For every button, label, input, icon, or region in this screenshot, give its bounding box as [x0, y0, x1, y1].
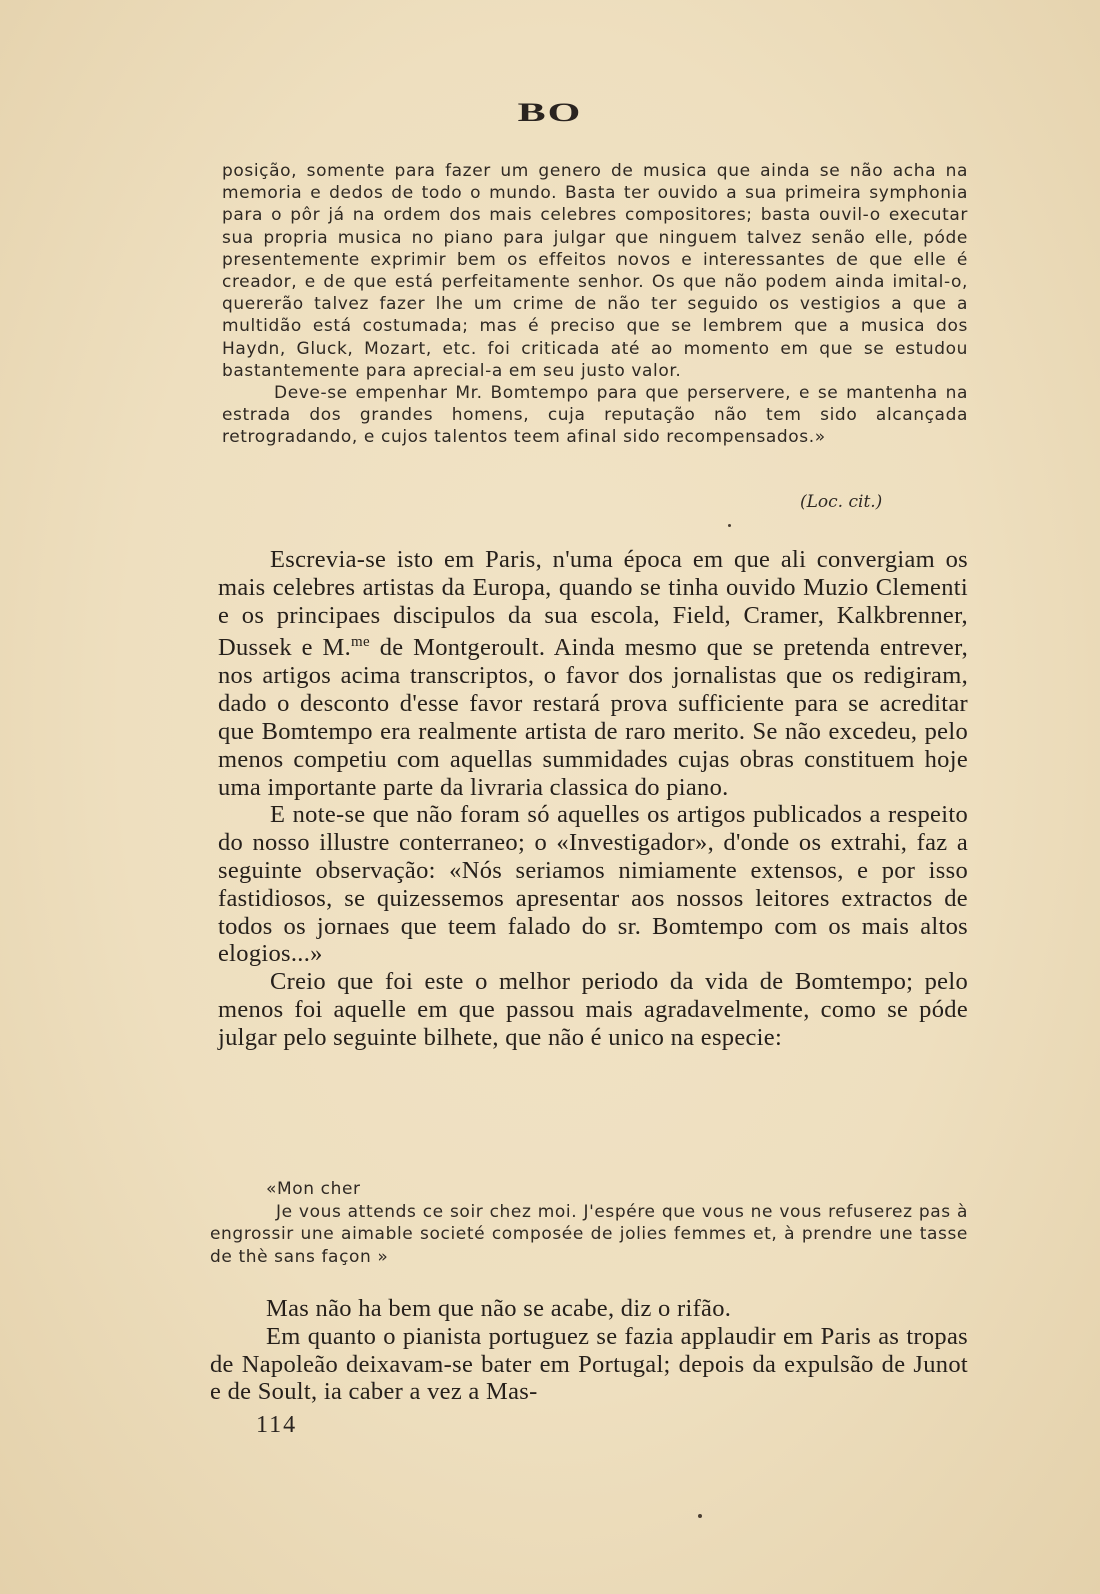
quoted-letter	[210, 1178, 968, 1268]
citation: (Loc. cit.)	[800, 492, 883, 512]
body-text: Escrevia-se isto em Paris, n'uma época em que ali convergiam os mais celebres artistas da Europa, quando se tinha ouvido Muzio Clementi e os principaes discipulos da sua escola, Field, Cramer, Kalkbrenner, Dussek e M.	[218, 546, 968, 662]
quote-paragraph: Deve-se empenhar Mr. Bomtempo para que perservere, e se mantenha na estrada dos grandes homens, cuja reputação não tem sido alcançada retrogradando, e cujos talentos teem afinal sido recompensados.»	[222, 383, 968, 448]
closing-text	[210, 1295, 968, 1406]
quoted-article	[222, 160, 968, 449]
body-paragraph: Mas não ha bem que não se acabe, diz o rifão.	[266, 1295, 732, 1322]
paper-speck	[728, 524, 731, 527]
letter-body: Je vous attends ce soir chez moi. J'espére que vous ne vous refuserez pas à engrossir une aimable societé composée de jolies femmes et, à prendre une tasse de thè sans façon »	[210, 1201, 968, 1267]
paper-speck	[698, 1514, 702, 1518]
page-number: 114	[256, 1412, 298, 1438]
body-paragraph	[218, 546, 968, 801]
body-paragraph: E note-se que não foram só aquelles os artigos publicados a respeito do nosso illustre conterraneo; o «Investigador», d'onde os extrahi, faz a seguinte observação: «Nós seriamos nimiamente extensos, e por isso fastidiosos, se quizessemos apresentar aos nossos leitores extractos de todos os jornaes que teem falado do sr. Bomtempo com os mais altos elogios...»	[218, 801, 968, 968]
body-paragraph: Em quanto o pianista portuguez se fazia applaudir em Paris as tropas de Napoleão deixavam-se bater em Portugal; depois da expulsão de Junot e de Soult, ia caber a vez a Mas-	[210, 1322, 968, 1406]
body-text: de Montgeroult. Ainda mesmo que se pretenda entrever, nos artigos acima transcriptos, o favor dos jornalistas que os redigiram, dado o desconto d'esse favor restará prova sufficiente para se acreditar que Bomtempo era realmente artista de raro merito. Se não excedeu, pelo menos competiu com aquellas summidades cujas obras constituem hoje uma importante parte da livraria classica do piano.	[218, 634, 968, 801]
main-text	[218, 546, 968, 1052]
letter-salutation: «Mon cher	[266, 1179, 361, 1199]
quote-paragraph: posição, somente para fazer um genero de musica que ainda se não acha na memoria e dedos de todo o mundo. Basta ter ouvido a sua primeira symphonia para o pôr já na ordem dos mais celebres compositores; basta ouvil-o executar sua propria musica no piano para julgar que ninguem talvez senão elle, póde presentemente exprimir bem os effeitos novos e interessantes de que elle é creador, e de que está perfeitamente senhor. Os que não podem ainda imital-o, quererão talvez fazer lhe um crime de não ter seguido os vestigios a que a multidão está costumada; mas é preciso que se lembrem que a musica dos Haydn, Gluck, Mozart, etc. foi criticada até ao momento em que se estudou bastantemente para aprecial-a em seu justo valor.	[222, 161, 968, 381]
body-paragraph: Creio que foi este o melhor periodo da vida de Bomtempo; pelo menos foi aquelle em que passou mais agradavelmente, como se póde julgar pelo seguinte bilhete, que não é unico na especie:	[218, 968, 968, 1051]
superscript: me	[351, 634, 370, 651]
running-head: BO	[517, 98, 583, 128]
